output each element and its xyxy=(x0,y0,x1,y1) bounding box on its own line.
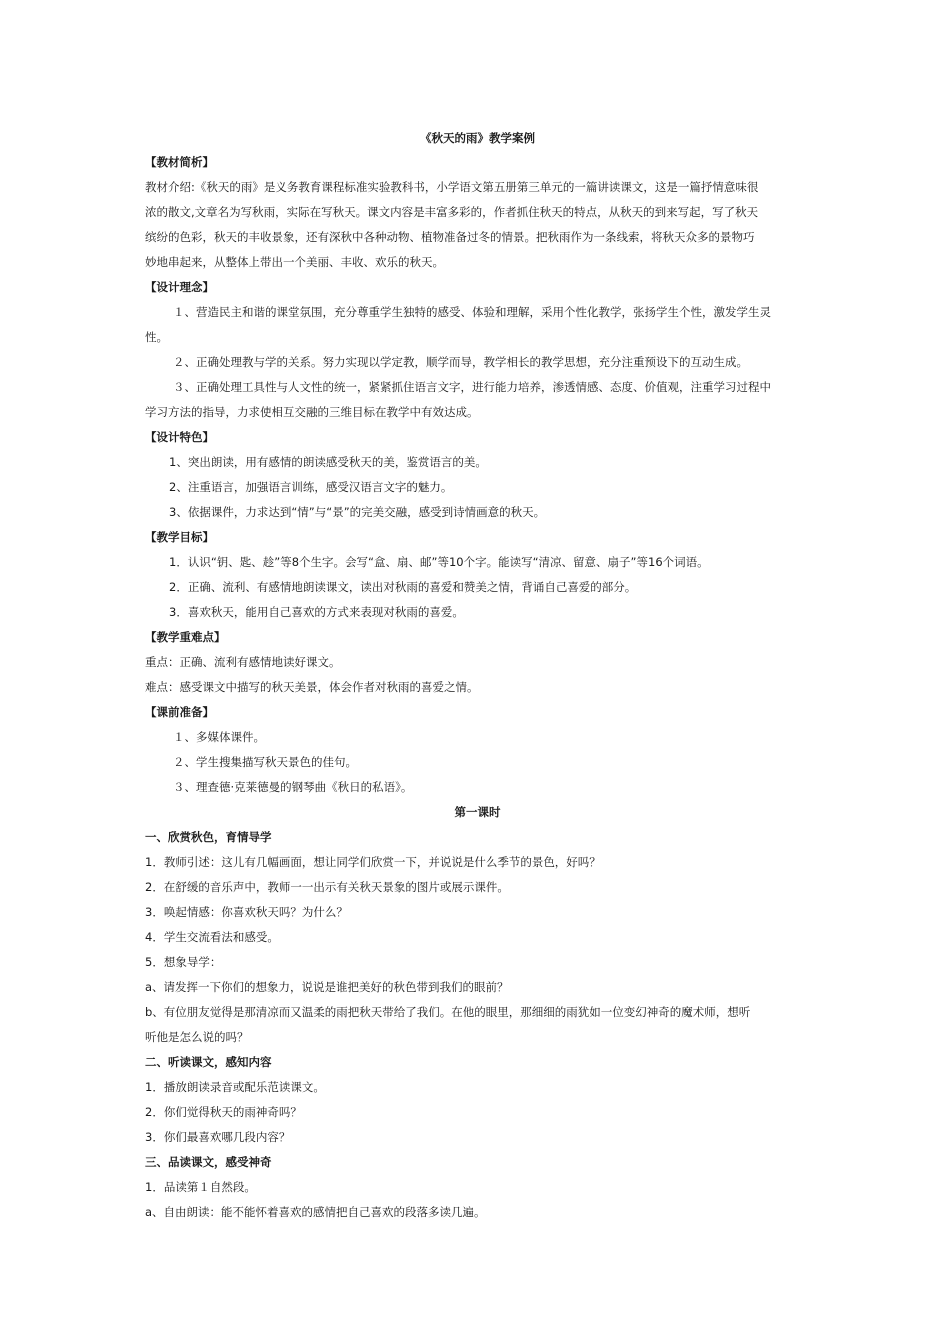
paragraph-line: １、营造民主和谐的课堂氛围，充分尊重学生独特的感受、体验和理解，采用个性化教学，张扬学生个性，激发学生灵 xyxy=(173,305,771,319)
section-heading: 【教材简析】 xyxy=(145,155,214,169)
section-heading: 二、听读课文，感知内容 xyxy=(145,1055,272,1069)
section-heading: 【设计理念】 xyxy=(145,280,214,294)
paragraph-line: b、有位朋友觉得是那清凉而又温柔的雨把秋天带给了我们。在他的眼里，那细细的雨犹如一位变幻神奇的魔术师，想听 xyxy=(145,1005,751,1019)
paragraph-line: ３、正确处理工具性与人文性的统一，紧紧抓住语言文字，进行能力培养，渗透情感、态度、价值观，注重学习过程中 xyxy=(173,380,771,394)
paragraph-line: 缤纷的色彩，秋天的丰收景象，还有深秋中各种动物、植物准备过冬的情景。把秋雨作为一条线索，将秋天众多的景物巧 xyxy=(145,230,755,244)
paragraph-line: 2．你们觉得秋天的雨神奇吗？ xyxy=(145,1105,302,1119)
paragraph-line: 3．唤起情感：你喜欢秋天吗？为什么？ xyxy=(145,905,348,919)
document-body xyxy=(145,150,810,1225)
paragraph-line: 2、注重语言，加强语言训练，感受汉语言文字的魅力。 xyxy=(169,480,453,494)
paragraph-line: 性。 xyxy=(145,330,168,344)
paragraph-line: 1．播放朗读录音或配乐范读课文。 xyxy=(145,1080,325,1094)
paragraph-line: 1．认识“钥、匙、趁”等8个生字。会写“盒、扇、邮”等10个字。能读写“清凉、留意、扇子”等16个词语。 xyxy=(169,555,709,569)
paragraph-line: 3、依据课件，力求达到“情”与“景”的完美交融，感受到诗情画意的秋天。 xyxy=(169,505,546,519)
paragraph-line: ２、学生搜集描写秋天景色的佳句。 xyxy=(173,755,357,769)
paragraph-line: 2．正确、流利、有感情地朗读课文，读出对秋雨的喜爱和赞美之情，背诵自己喜爱的部分。 xyxy=(169,580,637,594)
paragraph-line: a、请发挥一下你们的想象力，说说是谁把美好的秋色带到我们的眼前？ xyxy=(145,980,509,994)
paragraph-line: 1、突出朗读，用有感情的朗读感受秋天的美，鉴赏语言的美。 xyxy=(169,455,487,469)
paragraph-line: 重点：正确、流利有感情地读好课文。 xyxy=(145,655,341,669)
section-heading: 【设计特色】 xyxy=(145,430,214,444)
paragraph-line: 听他是怎么说的吗？ xyxy=(145,1030,249,1044)
section-heading: 三、品读课文，感受神奇 xyxy=(145,1155,272,1169)
document-page xyxy=(145,126,810,1225)
document-title: 《秋天的雨》教学案例 xyxy=(420,131,535,145)
section-heading: 【课前准备】 xyxy=(145,705,214,719)
paragraph-line: ２、正确处理教与学的关系。努力实现以学定教，顺学而导，教学相长的教学思想，充分注重预设下的互动生成。 xyxy=(173,355,748,369)
section-heading: 一、欣赏秋色，育情导学 xyxy=(145,830,272,844)
paragraph-line: 教材介绍:《秋天的雨》是义务教育课程标准实验教科书，小学语文第五册第三单元的一篇讲读课文，这是一篇抒情意味很 xyxy=(145,180,759,194)
paragraph-line: ３、理查德·克莱德曼的钢琴曲《秋日的私语》。 xyxy=(173,780,413,794)
paragraph-line: a、自由朗读：能不能怀着喜欢的感情把自己喜欢的段落多读几遍。 xyxy=(145,1205,486,1219)
paragraph-line: 3．喜欢秋天，能用自己喜欢的方式来表现对秋雨的喜爱。 xyxy=(169,605,464,619)
paragraph-line: 学习方法的指导，力求使相互交融的三维目标在教学中有效达成。 xyxy=(145,405,479,419)
lesson-heading: 第一课时 xyxy=(454,805,501,819)
section-heading: 【教学目标】 xyxy=(145,530,214,544)
paragraph-line: 2．在舒缓的音乐声中，教师一一出示有关秋天景象的图片或展示课件。 xyxy=(145,880,509,894)
section-heading: 【教学重难点】 xyxy=(145,630,226,644)
paragraph-line: 4．学生交流看法和感受。 xyxy=(145,930,279,944)
paragraph-line: 浓的散文,文章名为写秋雨，实际在写秋天。课文内容是丰富多彩的，作者抓住秋天的特点，从秋天的到来写起，写了秋天 xyxy=(145,205,759,219)
paragraph-line: 1．教师引述：这儿有几幅画面，想让同学们欣赏一下，并说说是什么季节的景色，好吗？ xyxy=(145,855,601,869)
paragraph-line: 3．你们最喜欢哪几段内容？ xyxy=(145,1130,291,1144)
paragraph-line: １、多媒体课件。 xyxy=(173,730,265,744)
paragraph-line: 5．想象导学： xyxy=(145,955,222,969)
paragraph-line: 难点：感受课文中描写的秋天美景，体会作者对秋雨的喜爱之情。 xyxy=(145,680,479,694)
paragraph-line: 妙地串起来，从整体上带出一个美丽、丰收、欢乐的秋天。 xyxy=(145,255,444,269)
paragraph-line: 1．品读第１自然段。 xyxy=(145,1180,256,1194)
